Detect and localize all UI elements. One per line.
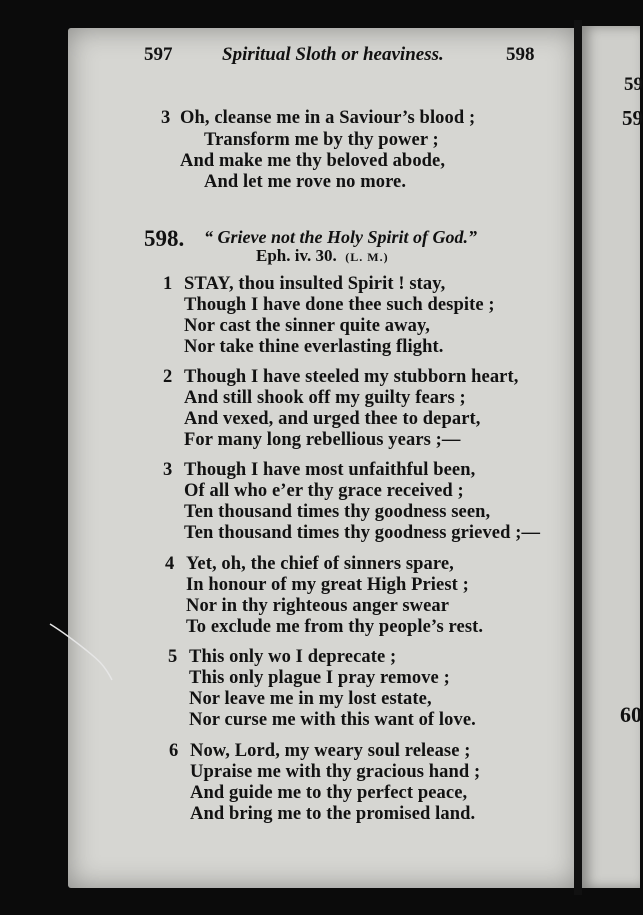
verse-line: Nor in thy righteous anger swear bbox=[186, 596, 450, 616]
verse-line: Nor leave me in my lost estate, bbox=[189, 689, 432, 709]
hymn-meter: (L. M.) bbox=[345, 250, 389, 264]
verse-line: And guide me to thy perfect peace, bbox=[190, 783, 468, 803]
verse-number: 4 bbox=[165, 554, 175, 574]
verse-line: Ten thousand times thy goodness grieved ;— bbox=[184, 523, 541, 543]
verse-line: For many long rebellious years ;— bbox=[184, 430, 461, 450]
page-mark bbox=[46, 620, 116, 690]
page-gutter bbox=[574, 20, 582, 895]
verse-line: Of all who e’er thy grace received ; bbox=[184, 481, 464, 501]
verse-line: Nor take thine everlasting flight. bbox=[184, 337, 444, 357]
verse-line: Though I have done thee such despite ; bbox=[184, 295, 495, 315]
verse-line: STAY, thou insulted Spirit ! stay, bbox=[184, 274, 446, 294]
verse-line: Ten thousand times thy goodness seen, bbox=[184, 502, 491, 522]
verse-line: And make me thy beloved abode, bbox=[180, 151, 446, 171]
verse-line: Though I have steeled my stubborn heart, bbox=[184, 367, 519, 387]
verse-line: And let me rove no more. bbox=[204, 172, 407, 192]
verse-line: And still shook off my guilty fears ; bbox=[184, 388, 466, 408]
hymn-reference bbox=[256, 246, 389, 266]
verse-line: This only plague I pray remove ; bbox=[189, 668, 450, 688]
verse-line: In honour of my great High Priest ; bbox=[186, 575, 469, 595]
next-page-number-lower: 60 bbox=[620, 702, 642, 727]
header-title: Spiritual Sloth or heaviness. bbox=[222, 44, 444, 65]
header-right-number: 598 bbox=[506, 44, 535, 65]
hymn-number: 598. bbox=[144, 226, 185, 251]
verse-line: And vexed, and urged thee to depart, bbox=[184, 409, 481, 429]
verse-line: Though I have most unfaithful been, bbox=[184, 460, 476, 480]
next-page-edge bbox=[582, 26, 643, 888]
verse-number: 5 bbox=[168, 647, 178, 667]
next-page-number-second: 59 bbox=[622, 106, 643, 130]
verse-line: Transform me by thy power ; bbox=[204, 130, 439, 150]
header-left-number: 597 bbox=[144, 44, 173, 65]
verse-line: Nor curse me with this want of love. bbox=[189, 710, 476, 730]
verse-line: This only wo I deprecate ; bbox=[189, 647, 397, 667]
verse-number: 3 bbox=[161, 108, 171, 128]
verse-line: Nor cast the sinner quite away, bbox=[184, 316, 431, 336]
verse-line: Now, Lord, my weary soul release ; bbox=[190, 741, 471, 761]
verse-line: Oh, cleanse me in a Saviour’s blood ; bbox=[180, 108, 476, 128]
scripture-reference: Eph. iv. 30. bbox=[256, 246, 337, 265]
hymn-title: “ Grieve not the Holy Spirit of God.” bbox=[204, 227, 477, 247]
verse-number: 3 bbox=[163, 460, 173, 480]
next-page-number-top: 59 bbox=[624, 74, 643, 95]
verse-line: Upraise me with thy gracious hand ; bbox=[190, 762, 481, 782]
verse-number: 6 bbox=[169, 741, 179, 761]
verse-number: 1 bbox=[163, 274, 173, 294]
verse-line: To exclude me from thy people’s rest. bbox=[186, 617, 484, 637]
verse-line: And bring me to the promised land. bbox=[190, 804, 476, 824]
verse-line: Yet, oh, the chief of sinners spare, bbox=[186, 554, 454, 574]
verse-number: 2 bbox=[163, 367, 173, 387]
